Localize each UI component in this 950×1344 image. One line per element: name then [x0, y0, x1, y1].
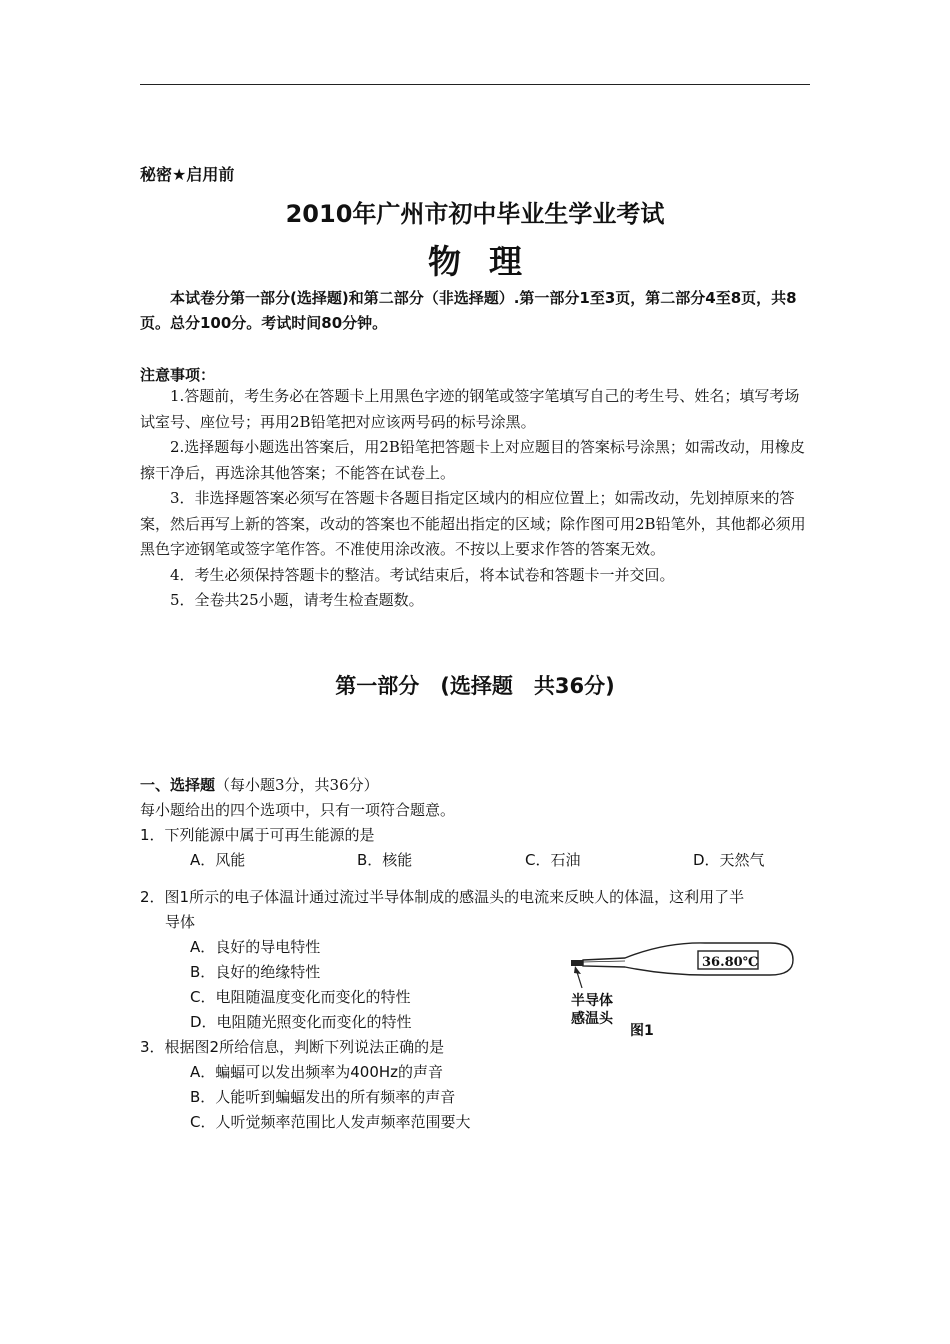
section-heading-bold: 一、选择题 — [140, 776, 216, 794]
question-1-option-d: D．天然气 — [693, 851, 765, 869]
pointer-arrow-icon — [570, 966, 590, 990]
figure-label-line2: 感温头 — [571, 1011, 613, 1027]
notes-list — [140, 384, 812, 614]
question-2-option-a: A．良好的导电特性 — [190, 938, 321, 956]
note-item: 5．全卷共25小题，请考生检查题数。 — [170, 591, 424, 609]
subject-title: 物理 — [428, 242, 550, 281]
note-item: 3．非选择题答案必须写在答题卡各题目指定区域内的相应位置上；如需改动，先划掉原来的答案，然后再写上新的答案，改动的答案也不能超出指定的区域；除作图可用2B铅笔外，其他都必须用黑色字迹钢笔或签字笔作答。不准使用涂改液。不按以上要求作答的答案无效。 — [140, 489, 806, 558]
section-heading — [140, 774, 379, 795]
question-2-option-d: D．电阻随光照变化而变化的特性 — [190, 1013, 412, 1031]
question-3-stem: 3．根据图2所给信息，判断下列说法正确的是 — [140, 1038, 445, 1056]
thermometer-stem-line — [583, 961, 625, 962]
confidential-label: 秘密★启用前 — [140, 165, 235, 184]
question-3-option-c: C．人听觉频率范围比人发声频率范围要大 — [190, 1113, 471, 1131]
note-item: 2.选择题每小题选出答案后，用2B铅笔把答题卡上对应题目的答案标号涂黑；如需改动，用橡皮擦干净后，再选涂其他答案；不能答在试卷上。 — [140, 438, 805, 482]
exam-intro: 本试卷分第一部分(选择题)和第二部分（非选择题）.第一部分1至3页，第二部分4至8页，共8页。总分100分。考试时间80分钟。 — [140, 289, 797, 332]
question-2-option-c: C．电阻随温度变化而变化的特性 — [190, 988, 411, 1006]
question-3-option-b: B．人能听到蝙蝠发出的所有频率的声音 — [190, 1088, 456, 1106]
thermometer-body — [583, 943, 793, 975]
notes-heading: 注意事项： — [140, 366, 216, 384]
note-item: 1.答题前，考生务必在答题卡上用黑色字迹的钢笔或签字笔填写自己的考生号、姓名；填写考场试室号、座位号；再用2B铅笔把对应该两号码的标号涂黑。 — [140, 387, 800, 431]
exam-title: 2010年广州市初中毕业生学业考试 — [285, 200, 665, 228]
section-instruction: 每小题给出的四个选项中，只有一项符合题意。 — [140, 801, 456, 819]
figure-label-line1: 半导体 — [571, 993, 613, 1009]
question-1-option-c: C．石油 — [525, 851, 581, 869]
note-item: 4．考生必须保持答题卡的整洁。考试结束后，将本试卷和答题卡一并交回。 — [170, 565, 675, 584]
question-2-stem: 2．图1所示的电子体温计通过流过半导体制成的感温头的电流来反映人的体温，这利用了半 — [140, 888, 745, 906]
question-1-stem: 1．下列能源中属于可再生能源的是 — [140, 826, 375, 844]
header-rule — [140, 84, 810, 85]
question-2-option-b: B．良好的绝缘特性 — [190, 963, 321, 981]
question-1-option-a: A．风能 — [190, 851, 246, 869]
figure-1-caption: 图1 — [630, 1023, 654, 1039]
thermometer-figure — [565, 940, 805, 990]
part-one-title: 第一部分 (选择题 共36分) — [335, 674, 615, 698]
thermometer-reading: 36.80℃ — [702, 955, 759, 970]
section-heading-note: （每小题3分，共36分） — [215, 776, 379, 794]
question-3-option-a: A．蝙蝠可以发出频率为400Hz的声音 — [190, 1063, 444, 1081]
question-1-option-b: B．核能 — [357, 851, 413, 869]
question-2-stem-cont: 导体 — [165, 913, 196, 931]
